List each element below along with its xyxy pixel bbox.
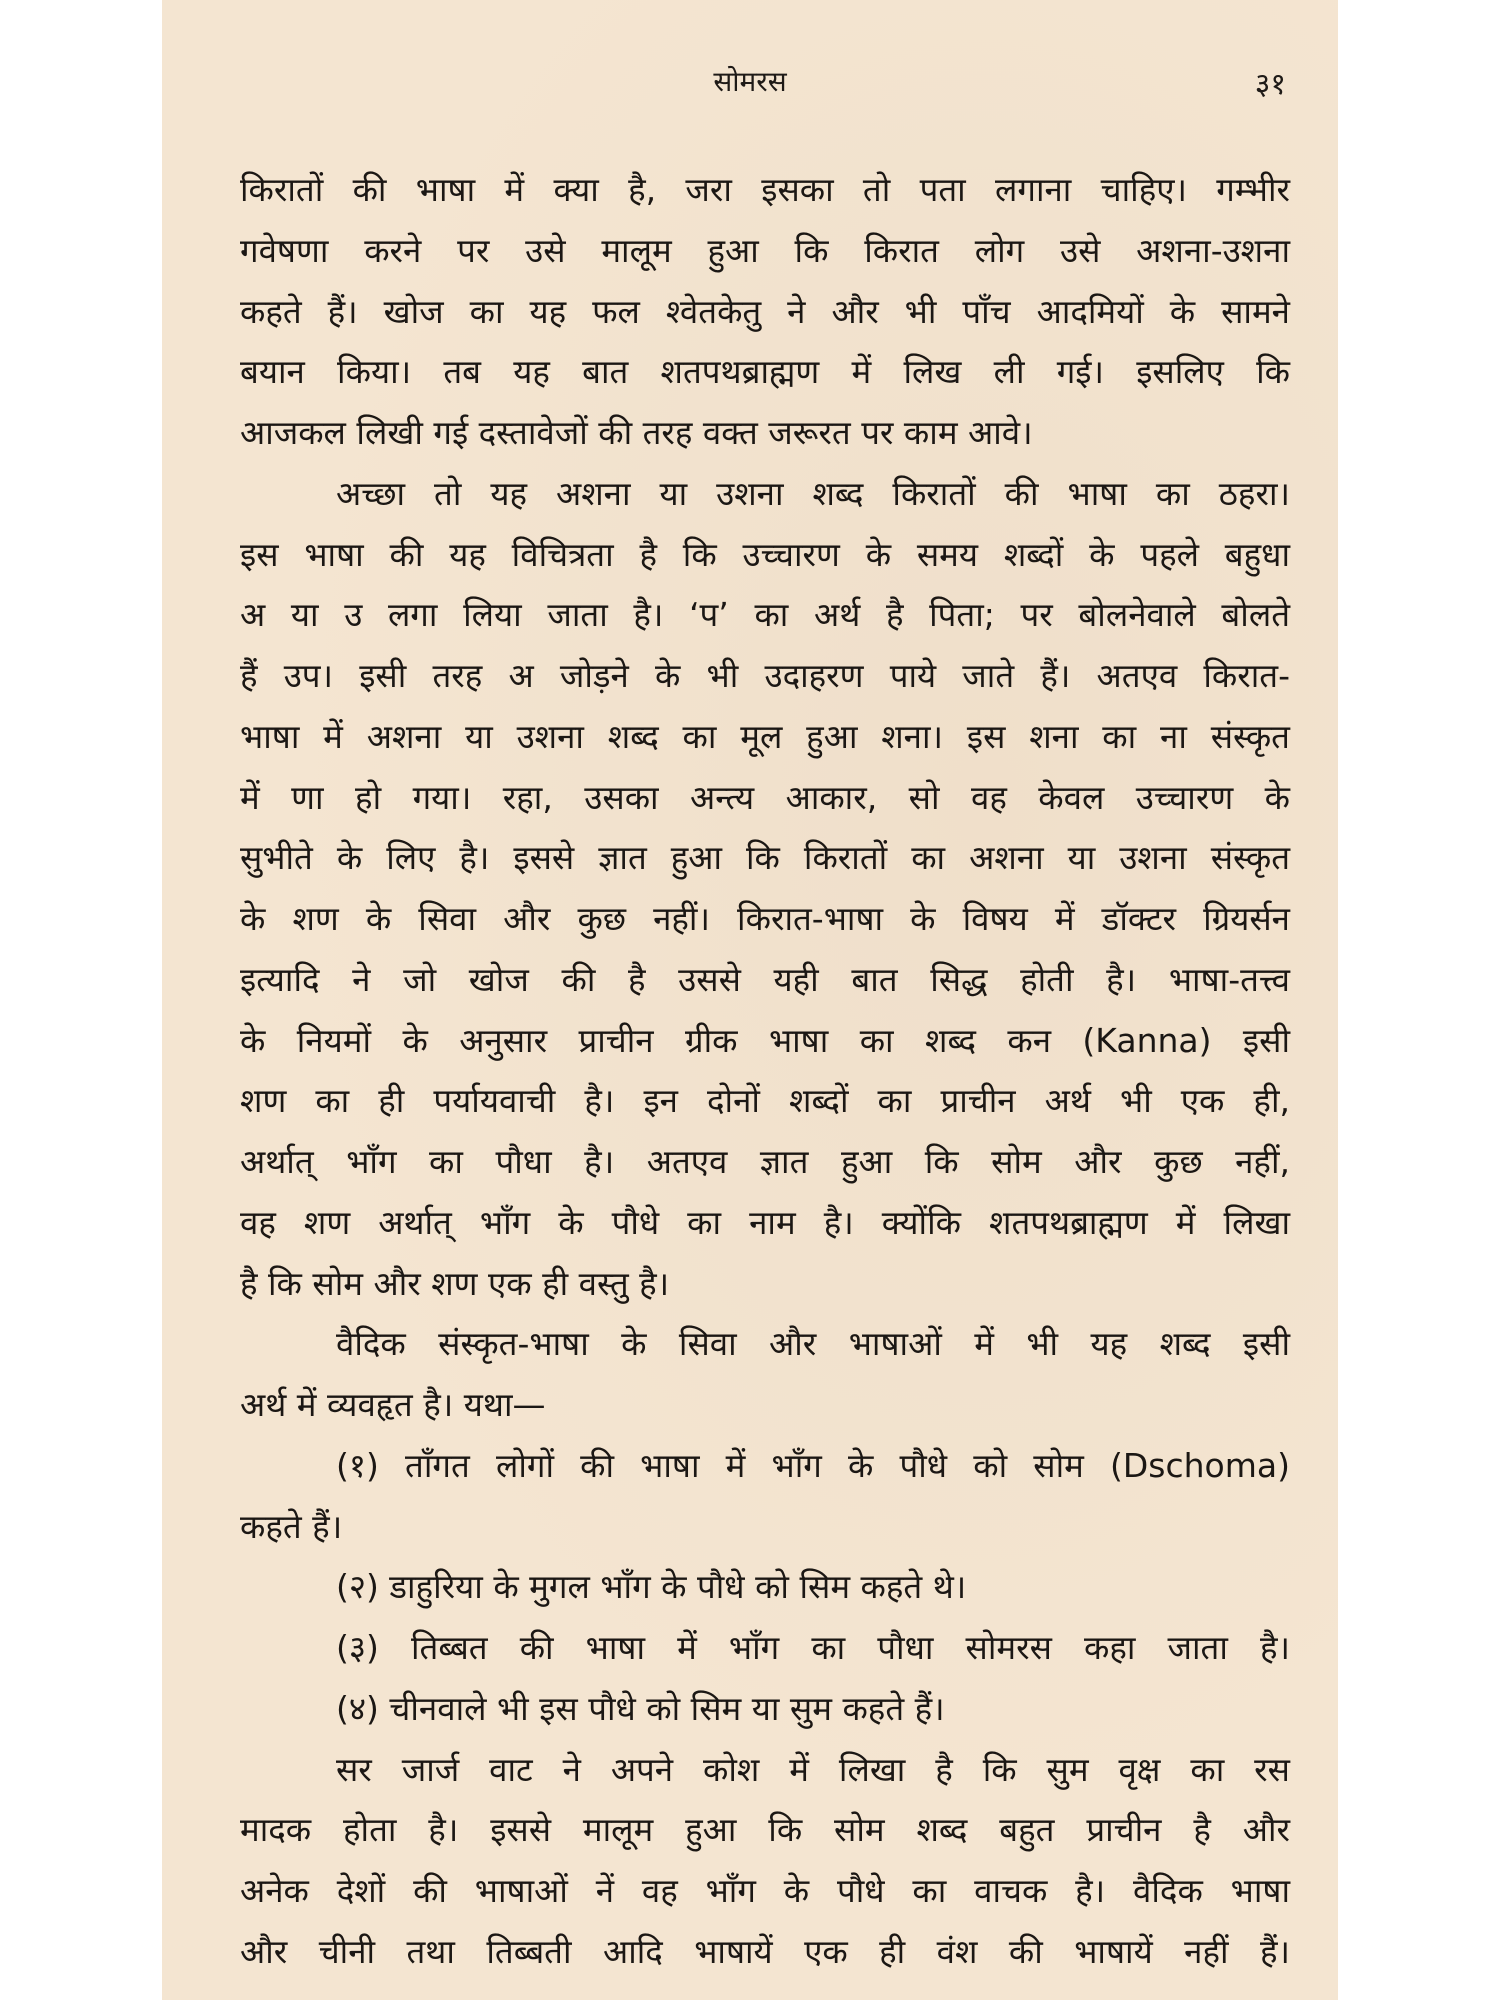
text-line: वह शण अर्थात् भाँग के पौधे का नाम है। क्योंकि शतपथब्राह्मण में लिखा <box>240 1202 1290 1242</box>
text-line: इस भाषा की यह विचित्रता है कि उच्चारण के समय शब्दों के पहले बहुधा <box>240 534 1290 574</box>
text-line: सुभीते के लिए है। इससे ज्ञात हुआ कि किरातों का अशना या उशना संस्कृत <box>240 838 1290 878</box>
text-line: इत्यादि ने जो खोज की है उससे यही बात सिद्ध होती है। भाषा-तत्त्व <box>240 959 1290 999</box>
text-line: हैं उप। इसी तरह अ जोड़ने के भी उदाहरण पाये जाते हैं। अतएव किरात- <box>240 656 1290 695</box>
list-item-2: (२) डाहुरिया के मुगल भाँग के पौधे को सिम कहते थे। <box>336 1567 967 1607</box>
text-line: अच्छा तो यह अशना या उशना शब्द किरातों की भाषा का ठहरा। <box>336 473 1290 513</box>
text-line: अर्थ में व्यवहृत है। यथा— <box>240 1385 546 1424</box>
text-line: गवेषणा करने पर उसे मालूम हुआ कि किरात लोग उसे अशना-उशना <box>240 230 1290 270</box>
list-item-1: (१) ताँगत लोगों की भाषा में भाँग के पौधे को सोम (Dschoma) <box>336 1445 1290 1485</box>
text-line: के नियमों के अनुसार प्राचीन ग्रीक भाषा का शब्द कन (Kanna) इसी <box>240 1020 1290 1060</box>
text-line: है कि सोम और शण एक ही वस्तु है। <box>240 1263 670 1303</box>
text-line: आजकल लिखी गई दस्तावेजों की तरह वक्त जरूरत पर काम आवे। <box>240 413 1033 452</box>
text-line: में णा हो गया। रहा, उसका अन्त्य आकार, सो वह केवल उच्चारण के <box>240 777 1290 817</box>
list-item-4: (४) चीनवाले भी इस पौधे को सिम या सुम कहते हैं। <box>336 1688 945 1728</box>
body-text <box>240 160 1290 1983</box>
text-line: अनेक देशों की भाषाओं नें वह भाँग के पौधे का वाचक है। वैदिक भाषा <box>240 1871 1290 1910</box>
page-number: ३१ <box>1254 67 1286 102</box>
text-line: के शण के सिवा और कुछ नहीं। किरात-भाषा के विषय में डॉक्टर ग्रियर्सन <box>240 899 1290 938</box>
text-line: किरातों की भाषा में क्या है, जरा इसका तो पता लगाना चाहिए। गम्भीर <box>240 170 1290 209</box>
text-line: बयान किया। तब यह बात शतपथब्राह्मण में लिख ली गई। इसलिए कि <box>240 352 1290 392</box>
text-line: शण का ही पर्यायवाची है। इन दोनों शब्दों का प्राचीन अर्थ भी एक ही, <box>240 1081 1290 1121</box>
text-line: कहते हैं। खोज का यह फल श्वेतकेतु ने और भी पाँच आदमियों के सामने <box>240 291 1290 331</box>
text-line: कहते हैं। <box>240 1506 343 1546</box>
text-line: अ या उ लगा लिया जाता है। ‘प’ का अर्थ है पिता; पर बोलनेवाले बोलते <box>240 595 1290 635</box>
running-title: सोमरस <box>713 65 787 98</box>
list-item-3: (३) तिब्बत की भाषा में भाँग का पौधा सोमरस कहा जाता है। <box>336 1628 1290 1667</box>
text-line: भाषा में अशना या उशना शब्द का मूल हुआ शना। इस शना का ना संस्कृत <box>240 716 1290 756</box>
text-line: और चीनी तथा तिब्बती आदि भाषायें एक ही वंश की भाषायें नहीं हैं। <box>240 1931 1290 1971</box>
text-line: मादक होता है। इससे मालूम हुआ कि सोम शब्द बहुत प्राचीन है और <box>240 1810 1290 1850</box>
text-line: अर्थात् भाँग का पौधा है। अतएव ज्ञात हुआ कि सोम और कुछ नहीं, <box>240 1142 1290 1181</box>
text-line: सर जार्ज वाट ने अपने कोश में लिखा है कि सुम वृक्ष का रस <box>336 1749 1290 1789</box>
book-page <box>162 0 1338 2000</box>
text-line: वैदिक संस्कृत-भाषा के सिवा और भाषाओं में भी यह शब्द इसी <box>336 1324 1290 1364</box>
